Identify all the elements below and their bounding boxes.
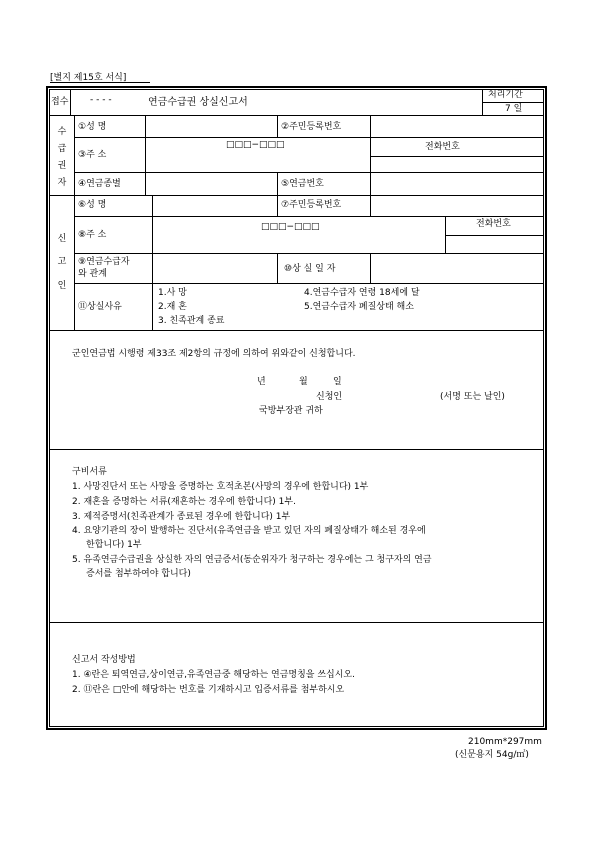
grid-line bbox=[49, 195, 544, 196]
grid-line bbox=[74, 283, 544, 284]
recipient-name-label: ①성 명 bbox=[78, 122, 107, 132]
recipient-postcode-boxes: □□□−□□□ bbox=[226, 140, 285, 150]
recipient-pension-type-label: ④연금종별 bbox=[78, 179, 121, 189]
grid-line bbox=[370, 156, 544, 157]
reporter-rrn-label: ⑦주민등록번호 bbox=[281, 200, 342, 210]
reporter-loss-reason-label: ⑪상실사유 bbox=[78, 302, 122, 312]
document-item-2: 2. 재혼을 증명하는 서류(재혼하는 경우에 한합니다) 1부. bbox=[72, 497, 296, 507]
form-number-label: [별지 제15호 서식] bbox=[50, 73, 127, 83]
document-item-5-line2: 증서를 첨부하여야 합니다) bbox=[86, 569, 191, 579]
grid-line bbox=[277, 253, 278, 283]
documents-title: 구비서류 bbox=[72, 467, 107, 477]
grid-line bbox=[49, 330, 544, 331]
grid-line bbox=[370, 253, 371, 283]
declaration-statement: 군인연금법 시행령 제33조 제2항의 규정에 의하여 위와같이 신청합니다. bbox=[72, 349, 356, 359]
declaration-month: 월 bbox=[299, 377, 308, 387]
instructions-title: 신고서 작성방법 bbox=[72, 655, 136, 665]
grid-line bbox=[74, 216, 544, 217]
loss-reason-option-2: 2.재 혼 bbox=[158, 302, 187, 312]
document-item-5-line1: 5. 유족연금수급권을 상실한 자의 연금증서(동순위자가 청구하는 경우에는 그 청구자의 연금 bbox=[72, 555, 432, 565]
grid-line bbox=[70, 89, 71, 115]
document-item-3: 3. 제적증명서(친족관계가 종료된 경우에 한합니다) 1부 bbox=[72, 512, 291, 522]
paper-size: 210mm*297mm bbox=[468, 737, 542, 747]
grid-line bbox=[145, 115, 146, 195]
document-item-1: 1. 사망진단서 또는 사망을 증명하는 호적초본(사망의 경우에 한합니다) 1부 bbox=[72, 482, 369, 492]
grid-line bbox=[49, 449, 544, 450]
recipient-phone-label: 전화번호 bbox=[425, 142, 460, 152]
reporter-name-label: ⑥성 명 bbox=[78, 200, 107, 210]
instruction-item-2: 2. ⑪란은 □안에 해당하는 번호를 기재하시고 입증서류를 첨부하시오 bbox=[72, 685, 345, 695]
grid-line bbox=[370, 137, 371, 172]
document-item-4-line1: 4. 요양기관의 장이 발행하는 진단서(유족연금을 받고 있던 자의 폐질상태가 해소된 경우에 bbox=[72, 526, 426, 536]
recipient-side-label: 수급권자 bbox=[57, 127, 67, 189]
addressee: 국방부장관 귀하 bbox=[259, 406, 323, 416]
recipient-pension-number-label: ⑤연금번호 bbox=[281, 179, 324, 189]
recipient-rrn-label: ②주민등록번호 bbox=[281, 122, 342, 132]
grid-line bbox=[74, 115, 75, 195]
grid-line bbox=[445, 235, 544, 236]
loss-reason-option-4: 4.연금수급자 연령 18세에 달 bbox=[304, 288, 420, 298]
reporter-loss-date-label: ⑩상 실 일 자 bbox=[284, 264, 336, 274]
declaration-year: 년 bbox=[257, 377, 266, 387]
grid-line bbox=[49, 622, 544, 623]
processing-period-value: 7 일 bbox=[505, 104, 523, 114]
grid-line bbox=[277, 195, 278, 216]
reporter-relation-label-line1: ⑨연금수급자 bbox=[78, 257, 130, 267]
form-title: 연금수급권 상실신고서 bbox=[148, 97, 248, 108]
grid-line bbox=[74, 137, 544, 138]
grid-line bbox=[482, 102, 544, 103]
reporter-address-label: ⑧주 소 bbox=[78, 230, 107, 240]
reporter-relation-label-line2: 와 관계 bbox=[78, 269, 107, 279]
grid-line bbox=[74, 253, 544, 254]
grid-line bbox=[74, 172, 544, 173]
grid-line bbox=[277, 115, 278, 137]
signature-note: (서명 또는 날인) bbox=[440, 392, 505, 402]
paper-type: (신문용지 54g/㎡) bbox=[455, 750, 529, 760]
loss-reason-option-1: 1.사 망 bbox=[158, 288, 187, 298]
receipt-label: 접수 bbox=[51, 97, 69, 107]
grid-line bbox=[370, 195, 371, 216]
grid-line bbox=[49, 115, 544, 116]
document-item-4-line2: 한합니다) 1부 bbox=[86, 540, 142, 550]
processing-period-label: 처리기간 bbox=[488, 90, 523, 100]
form-label-underline bbox=[50, 82, 150, 83]
reporter-phone-label: 전화번호 bbox=[476, 219, 511, 229]
recipient-address-label: ③주 소 bbox=[78, 150, 107, 160]
instruction-item-1: 1. ④란은 퇴역연금,상이연금,유족연금중 해당하는 연금명칭을 쓰십시오. bbox=[72, 670, 355, 680]
receipt-number-placeholder: - - - - bbox=[90, 95, 112, 105]
reporter-postcode-boxes: □□□−□□□ bbox=[261, 222, 320, 232]
declaration-day: 일 bbox=[333, 377, 342, 387]
applicant-label: 신청인 bbox=[316, 392, 343, 402]
reporter-side-label: 신 고 인 bbox=[57, 234, 67, 291]
grid-line bbox=[370, 115, 371, 137]
loss-reason-option-5: 5.연금수급자 폐질상태 해소 bbox=[304, 302, 414, 312]
grid-line bbox=[370, 172, 371, 195]
loss-reason-option-3: 3. 친족관계 종료 bbox=[158, 316, 225, 326]
grid-line bbox=[277, 172, 278, 195]
